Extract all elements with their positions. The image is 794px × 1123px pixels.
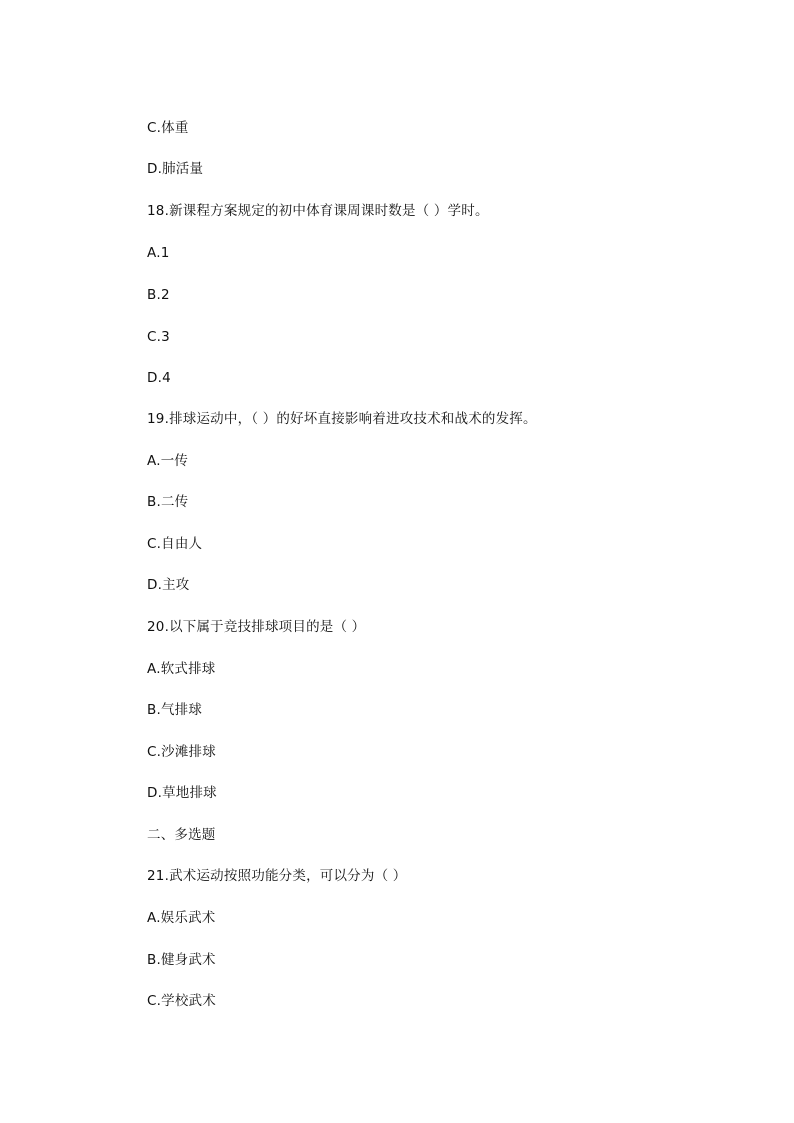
q17-option-d: D.肺活量	[147, 161, 204, 177]
question-19: 19.排球运动中，（ ）的好坏直接影响着进攻技术和战术的发挥。	[147, 411, 537, 427]
q19-option-a: A.一传	[147, 453, 189, 469]
q21-option-c: C.学校武术	[147, 993, 216, 1009]
q21-option-b: B.健身武术	[147, 952, 216, 968]
q18-option-c: C.3	[147, 329, 170, 345]
question-20: 20.以下属于竞技排球项目的是（ ）	[147, 619, 366, 635]
q19-option-c: C.自由人	[147, 536, 203, 552]
q20-option-d: D.草地排球	[147, 785, 217, 801]
q20-option-a: A.软式排球	[147, 661, 216, 677]
q18-option-d: D.4	[147, 370, 171, 386]
q18-option-a: A.1	[147, 245, 170, 261]
q18-option-b: B.2	[147, 287, 170, 303]
q21-option-a: A.娱乐武术	[147, 910, 216, 926]
question-21: 21.武术运动按照功能分类，可以分为（ ）	[147, 868, 407, 884]
q19-option-d: D.主攻	[147, 577, 190, 593]
q19-option-b: B.二传	[147, 494, 189, 510]
q17-option-c: C.体重	[147, 120, 189, 136]
question-18: 18.新课程方案规定的初中体育课周课时数是（ ）学时。	[147, 203, 489, 219]
q20-option-c: C.沙滩排球	[147, 744, 216, 760]
section-heading-multiple-choice: 二、多选题	[147, 827, 216, 843]
q20-option-b: B.气排球	[147, 702, 203, 718]
